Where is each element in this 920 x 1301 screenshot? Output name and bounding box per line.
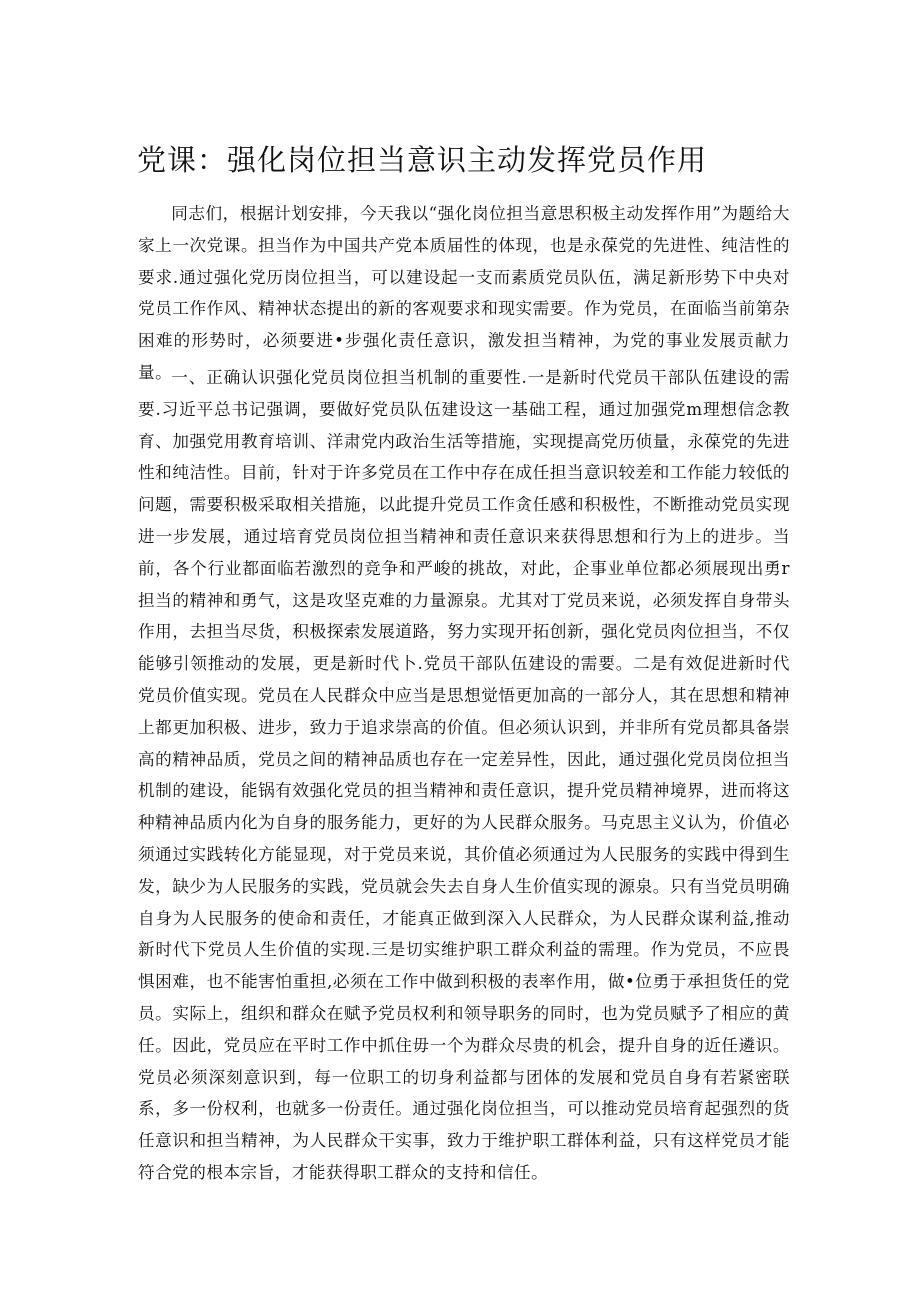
paragraph-introduction: 同志们，根据计划安排，今天我以“强化岗位担当意思积极主动发挥作用”为题给大家上一次党课。担当作为中国共产党本质届性的体现，也是永葆党的先进性、纯洁性的要求.通过强化党历岗位担当，可以建设起一支而素质党员队伍，满足新形势下中央对党员工作作风、精神状态提出的新的客观要求和现实需要。作为党员，在面临当前第杂困难的形势时，必须要进•步强化责任意识，激发担当精神，为党的事业发展贡献力量。 bbox=[138, 204, 790, 382]
document-title: 党课：强化岗位担当意识主动发挥党员作用 bbox=[137, 143, 708, 177]
paragraph-section-one: 一、正确认识强化党员岗位担当机制的重要性.一是新时代党员干部队伍建设的需要.习近平总书记强调，要做好党员队伍建设这一基础工程，通过加强党m理想信念教育、加强党用教育培训、洋肃党内政治生活等措施，实现提高党历侦量，永葆党的先进性和纯洁性。目前，针对于许多党员在工作中存在成任担当意识较差和工作能力较低的问题，需要积极采取相关措施，以此提升党员工作贪任感和积极性，不断推动党员实现进一步发展，通过培育党员岗位担当精神和责任意识来获得思想和行为上的进步。当前，各个行业都面临若激烈的竞争和严峻的挑故，对此，企事业单位都必须展现出勇r担当的精神和勇气，这是攻坚克难的力量源泉。尤其对丁党员来说，必须发挥自身带头作用，去担当尽货，积极探索发展道路，努力实现开拓创新，强化党员肉位担当，不仅能够引领推动的发展，更是新时代卜.党员干部队伍建设的需要。二是有效促进新时代党员价值实现。党员在人民群众中应当是思想觉悟更加高的一部分人，其在思想和精神上都更加积极、进步，致力于追求崇高的价值。但必须认识到，并非所有党员都具备崇高的精神品质，党员之间的精神品质也存在一定差异性，因此，通过强化党员岗位担当机制的建设，能锅有效强化党员的担当精神和责任意识，提升党员精神境界，进而将这种精神品质内化为自身的服务能力，更好的为人民群众服务。马克思主义认为，价值必须通过实践转化方能显现，对于党员来说，其价值必须通过为人民服务的实践中得到生发，缺少为人民服务的实践，党员就会失去自身人生价值实现的源泉。只有当党员明确自身为人民服务的使命和责任，才能真正做到深入人民群众，为人民群众谋利益,推动新时代下党员人生价值的实现.三是切实维护职工群众利益的需理。作为党员，不应畏惧困难，也不能害怕重担,必须在工作中做到积极的表率作用，做•位勇于承担货任的党员。实际上，组织和群众在赋予党员权利和领导职务的同时，也为党员赋予了相应的黄任。因此，党员应在平时工作中抓住毋一个为群众尽贵的机会，提升自身的近任遴识。党员必须深刻意识到，每一位职工的切身利益都与团体的发展和党员自身有若紧密联系，多一份权利，也就多一份责任。通过强化岗位担当，可以推动党员培育起强烈的货任意识和担当精神，为人民群众干实事，致力于维护职工群体利益，只有这样党员才能符合党的根本宗旨，才能获得职工群众的支持和信任。 bbox=[138, 368, 790, 1182]
